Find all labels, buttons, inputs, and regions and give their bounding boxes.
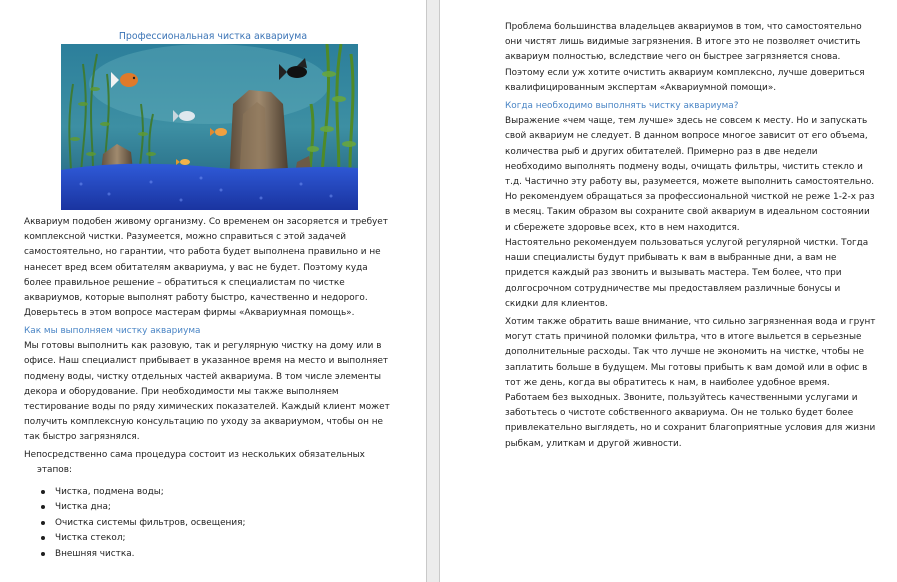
text-line: рыбкам, улиткам и другой живности. xyxy=(505,438,682,449)
list-item: Внешняя чистка. xyxy=(40,547,415,562)
text-line: комплексной чистки. Разумеется, можно справиться с этой задачей xyxy=(24,232,347,243)
text-line: свой аквариум не следует. В данном вопросе многое зависит от его объема, xyxy=(505,131,868,142)
attention-paragraph xyxy=(505,315,889,452)
regular-paragraph xyxy=(505,236,889,312)
aquarium-image xyxy=(61,44,358,210)
text-line: могут стать причиной поломки фильтра, что в итоге выльется в серьезные xyxy=(505,332,862,343)
text-line: т.д. Частично эту работу вы, разумеется, можете выполнить самостоятельно. xyxy=(505,177,875,188)
text-line: Настоятельно рекомендуем пользоваться услугой регулярной чистки. Тогда xyxy=(505,238,869,248)
text-line: привлекательно выглядеть, но и сохранит благоприятные условия для жизни xyxy=(505,423,876,434)
text-line: в месяц. Таким образом вы сохраните свой аквариум в идеальном состоянии xyxy=(505,207,870,218)
section-heading: Когда необходимо выполнять чистку аквариума? xyxy=(505,101,739,111)
page-gutter xyxy=(426,0,440,582)
text-line: Аквариум подобен живому организму. Со временем он засоряется и требует xyxy=(24,217,388,227)
text-line: наши специалисты будут прибывать к вам в выбранные дни, а вам не xyxy=(505,253,837,264)
text-line: Поэтому если уж хотите очистить аквариум комплексно, лучше довериться xyxy=(505,67,865,78)
document-page-left xyxy=(0,0,426,582)
text-line: тот же день, когда вы обратитесь к нам, в наиболее удобное время. xyxy=(505,377,830,388)
text-line: и сбережете здоровье всех, кто в нем находится. xyxy=(505,222,740,233)
text-line: придется каждый раз звонить и вызывать мастера. Тем более, что при xyxy=(505,268,842,279)
text-line: этапов: xyxy=(37,465,72,476)
text-line: заплатить больше в будущем. Мы готовы прибыть к вам домой или в офис в xyxy=(505,362,868,373)
text-line: заботьтесь о чистоте собственного аквариума. Он не только будет более xyxy=(505,408,854,419)
text-line: более правильное решение – обратиться к специалистам по чистке xyxy=(24,277,345,288)
text-line: получить комплексную консультацию по уходу за аквариумом, чтобы он не xyxy=(24,417,383,428)
when-section xyxy=(505,99,889,236)
intro-paragraph xyxy=(24,215,399,321)
text-line: нанесет вред всем обитателям аквариума, у вас не будет. Поэтому куда xyxy=(24,262,368,273)
text-line: необходимо выполнять подмену воды, очищать фильтры, чистить стекло и xyxy=(505,161,863,172)
procedure-paragraph xyxy=(24,448,399,478)
document-page-right xyxy=(440,0,897,582)
text-line: Работаем без выходных. Звоните, пользуйтесь качественными услугами и xyxy=(505,393,858,404)
text-line: аквариумов, которые выполнят работу быстро, качественно и недорого. xyxy=(24,293,368,304)
text-line: дополнительные расходы. Так что лучше не экономить на чистке, чтобы не xyxy=(505,347,865,358)
text-line: самостоятельно, но гарантии, что работа будет выполнена правильно и не xyxy=(24,247,381,258)
text-line: подмену воды, чистку отдельных частей аквариума. В том числе элементы xyxy=(24,371,382,382)
text-line: Хотим также обратить ваше внимание, что сильно загрязненная вода и грунт xyxy=(505,317,876,327)
list-item: Чистка стекол; xyxy=(40,531,415,546)
text-line: тестирование воды по ряду химических показателей. Каждый клиент может xyxy=(24,402,390,413)
text-line: Выражение «чем чаще, тем лучше» здесь не совсем к месту. Но и запускать xyxy=(505,116,868,127)
text-line: Непосредственно сама процедура состоит из нескольких обязательных xyxy=(24,450,365,460)
steps-list xyxy=(40,485,415,562)
list-item: Чистка, подмена воды; xyxy=(40,485,415,500)
section-heading: Как мы выполняем чистку аквариума xyxy=(24,326,201,336)
text-line: декора и оборудование. При необходимости мы также выполняем xyxy=(24,386,339,397)
text-line: квалифицированным экспертам «Аквариумной помощи». xyxy=(505,82,777,93)
text-line: скидки для клиентов. xyxy=(505,298,608,309)
text-line: долгосрочном сотрудничестве мы предоставляем различные бонусы и xyxy=(505,283,841,294)
how-section xyxy=(24,324,399,446)
list-item: Чистка дна; xyxy=(40,500,415,515)
text-line: так быстро загрязнялся. xyxy=(24,432,140,443)
text-line: Проблема большинства владельцев аквариумов в том, что самостоятельно xyxy=(505,22,862,32)
text-line: Доверьтесь в этом вопросе мастерам фирмы «Аквариумная помощь». xyxy=(24,308,355,319)
text-line: офисе. Наш специалист прибывает в указанное время на место и выполняет xyxy=(24,356,389,367)
text-line: количества рыб и других обитателей. Примерно раз в две недели xyxy=(505,146,818,157)
page-title: Профессиональная чистка аквариума xyxy=(118,31,308,42)
text-line: аквариум полностью, вследствие чего он быстрее загрязняется снова. xyxy=(505,52,841,63)
list-item: Очистка системы фильтров, освещения; xyxy=(40,516,415,531)
text-line: Мы готовы выполнить как разовую, так и регулярную чистку на дому или в xyxy=(24,341,382,352)
text-line: Но рекомендуем обращаться за профессиональной чисткой не реже 1-2-х раз xyxy=(505,192,875,203)
aquarium-illustration xyxy=(61,44,358,210)
text-line: они чистят лишь видимые загрязнения. В итоге это не позволяет очистить xyxy=(505,37,861,48)
problem-paragraph xyxy=(505,20,889,96)
